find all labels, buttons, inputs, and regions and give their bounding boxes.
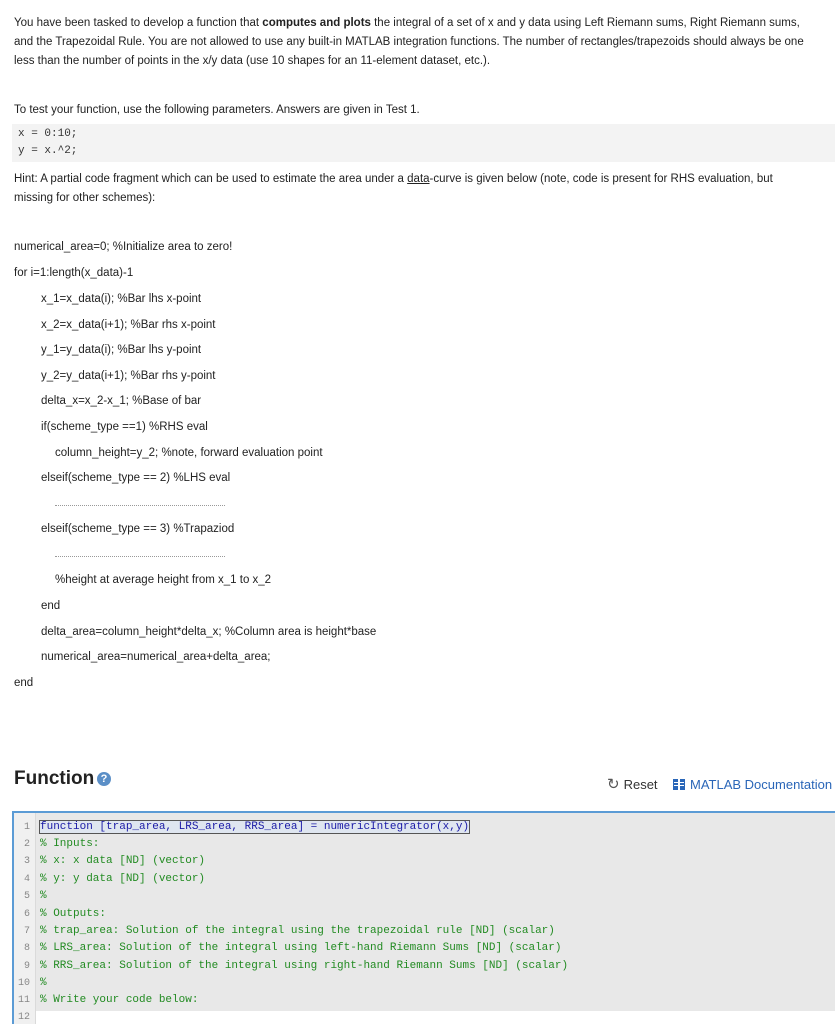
pseudo-line-6: y_2=y_data(i+1); %Bar rhs y-point: [41, 370, 216, 382]
code-line[interactable]: % x: x data [ND] (vector): [40, 855, 206, 867]
test-instructions: To test your function, use the following parameters. Answers are given in Test 1.: [14, 104, 420, 116]
intro-bold-text: computes and plots: [262, 17, 371, 29]
code-line[interactable]: % Outputs:: [40, 908, 107, 920]
code-line[interactable]: %: [40, 890, 47, 902]
book-icon: [673, 779, 685, 790]
help-icon[interactable]: ?: [97, 772, 111, 786]
code-line-function-signature[interactable]: function [trap_area, LRS_area, RRS_area] = numericIntegrator(x,y): [40, 821, 470, 833]
intro-paragraph: You have been tasked to develop a function that computes and plots the integral of a set of x and y data using Left Riemann sums, Right Riemann sums, and the Trapezoidal Rule. You are not allowed to use any built-in MATLAB integration functions. The number of rectangles/trapezoids should always be one less than the number of points in the x/y data (use 10 shapes for an 11-element dataset, etc.).: [14, 17, 804, 67]
reset-button[interactable]: [607, 777, 658, 792]
line-number: 6: [23, 909, 30, 920]
pseudo-line-14: delta_area=column_height*delta_x; %Column area is height*base: [41, 626, 377, 638]
pseudo-line-3: x_1=x_data(i); %Bar lhs x-point: [41, 293, 202, 305]
line-number: 1: [23, 822, 30, 833]
params-code-block: [12, 124, 835, 162]
code-area[interactable]: [36, 813, 835, 1011]
pseudo-line-7: delta_x=x_2-x_1; %Base of bar: [41, 395, 202, 407]
missing-code-placeholder-trap: [55, 556, 225, 557]
line-number: 12: [17, 1012, 30, 1023]
line-number: 5: [23, 891, 30, 902]
code-line[interactable]: % trap_area: Solution of the integral using the trapezoidal rule [ND] (scalar): [40, 925, 555, 937]
matlab-documentation-link[interactable]: [673, 777, 832, 792]
reset-icon: ↻: [607, 775, 620, 793]
line-number: 7: [23, 926, 30, 937]
function-section-title: Function: [14, 768, 95, 789]
code-line[interactable]: % y: y data [ND] (vector): [40, 873, 206, 885]
reset-label: Reset: [623, 777, 658, 792]
line-number: 3: [23, 856, 30, 867]
data-link[interactable]: data: [407, 173, 430, 185]
code-editor[interactable]: [12, 811, 835, 1024]
pseudo-line-4: x_2=x_data(i+1); %Bar rhs x-point: [41, 319, 216, 331]
code-line[interactable]: % Write your code below:: [40, 994, 199, 1006]
pseudo-line-15: numerical_area=numerical_area+delta_area;: [41, 651, 271, 663]
param-line-x: x = 0:10;: [18, 128, 78, 140]
code-line[interactable]: % LRS_area: Solution of the integral using left-hand Riemann Sums [ND] (scalar): [40, 942, 562, 954]
pseudo-line-11: elseif(scheme_type == 3) %Trapaziod: [41, 523, 235, 535]
param-line-y: y = x.^2;: [18, 145, 78, 157]
pseudo-line-2: for i=1:length(x_data)-1: [14, 267, 134, 279]
missing-code-placeholder-lhs: [55, 505, 225, 506]
pseudo-line-10: elseif(scheme_type == 2) %LHS eval: [41, 472, 231, 484]
pseudo-line-1: numerical_area=0; %Initialize area to zero!: [14, 241, 233, 253]
pseudo-line-16: end: [14, 677, 34, 689]
hint-paragraph: Hint: A partial code fragment which can be used to estimate the area under a data-curve is given below (note, code is present for RHS evaluation, but missing for other schemes):: [14, 173, 773, 204]
line-number-gutter: [14, 813, 36, 1024]
line-number: 2: [23, 839, 30, 850]
code-line[interactable]: % Inputs:: [40, 838, 100, 850]
pseudo-line-5: y_1=y_data(i); %Bar lhs y-point: [41, 344, 202, 356]
pseudo-line-13: end: [41, 600, 61, 612]
line-number: 11: [17, 995, 30, 1006]
pseudo-line-8: if(scheme_type ==1) %RHS eval: [41, 421, 208, 433]
line-number: 8: [23, 943, 30, 954]
code-line[interactable]: %: [40, 977, 47, 989]
line-number: 9: [23, 961, 30, 972]
code-line[interactable]: % RRS_area: Solution of the integral using right-hand Riemann Sums [ND] (scalar): [40, 960, 569, 972]
line-number: 10: [17, 978, 30, 989]
pseudo-line-9: column_height=y_2; %note, forward evaluation point: [55, 447, 323, 459]
line-number: 4: [23, 874, 30, 885]
pseudo-line-12: %height at average height from x_1 to x_2: [55, 574, 272, 586]
doc-link-label: MATLAB Documentation: [690, 777, 833, 792]
